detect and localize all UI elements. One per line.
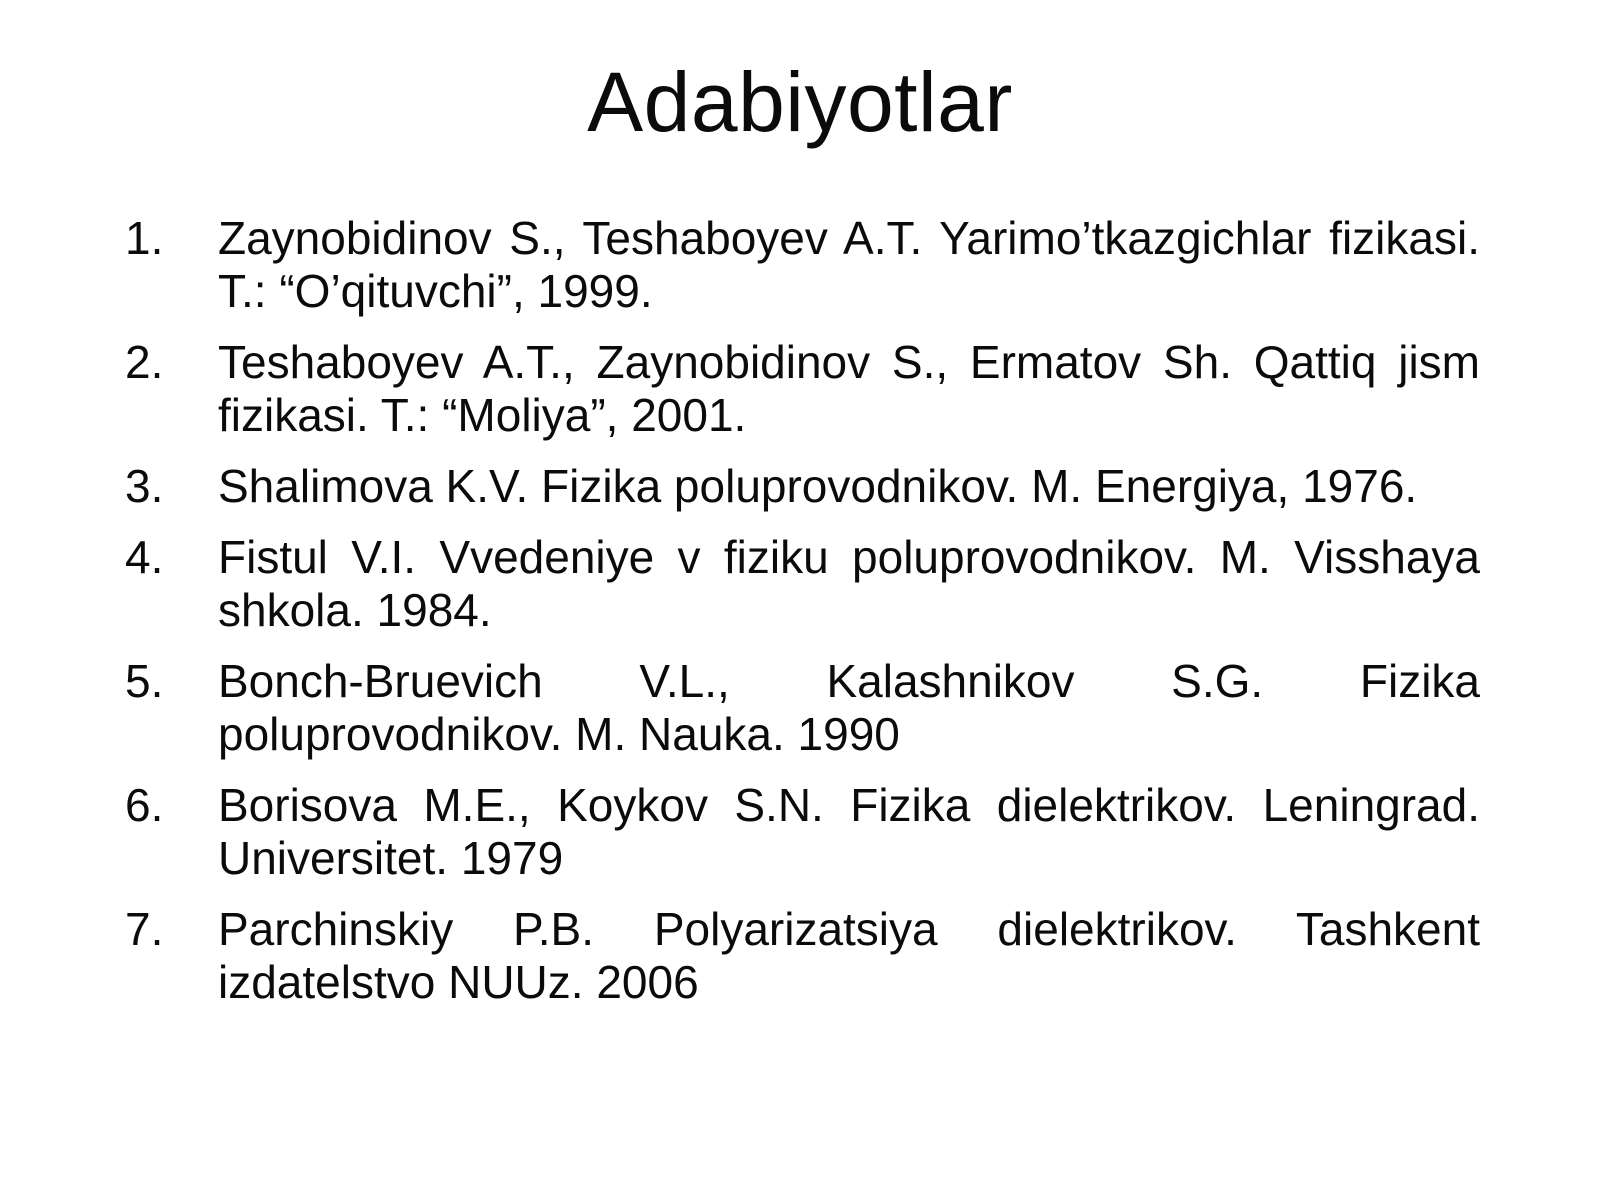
reference-number: 5. xyxy=(125,655,164,707)
reference-text: Borisova M.E., Koykov S.N. Fizika dielektrikov. Leningrad. Universitet. 1979 xyxy=(218,779,1480,884)
slide-title: Adabiyotlar xyxy=(587,55,1013,149)
reference-item xyxy=(125,336,1480,442)
reference-item xyxy=(125,779,1480,885)
reference-text: Parchinskiy P.B. Polyarizatsiya dielektrikov. Tashkent izdatelstvo NUUz. 2006 xyxy=(218,903,1480,1008)
reference-item xyxy=(125,212,1480,318)
reference-number: 1. xyxy=(125,212,164,264)
reference-number: 4. xyxy=(125,531,164,583)
reference-number: 7. xyxy=(125,903,164,955)
reference-text: Teshaboyev A.T., Zaynobidinov S., Ermatov Sh. Qattiq jism fizikasi. T.: “Moliya”, 2001. xyxy=(218,336,1480,441)
reference-number: 6. xyxy=(125,779,164,831)
reference-number: 3. xyxy=(125,460,164,512)
references-list xyxy=(125,212,1480,1027)
reference-text: Shalimova K.V. Fizika poluprovodnikov. M. Energiya, 1976. xyxy=(218,460,1418,512)
reference-text: Bonch-Bruevich V.L., Kalashnikov S.G. Fizika poluprovodnikov. M. Nauka. 1990 xyxy=(218,655,1480,760)
reference-text: Fistul V.I. Vvedeniye v fiziku poluprovodnikov. M. Visshaya shkola. 1984. xyxy=(218,531,1480,636)
reference-number: 2. xyxy=(125,336,164,388)
reference-item xyxy=(125,655,1480,761)
reference-item xyxy=(125,903,1480,1009)
reference-item xyxy=(125,531,1480,637)
reference-item xyxy=(125,460,1480,513)
reference-text: Zaynobidinov S., Teshaboyev A.T. Yarimo’tkazgichlar fizikasi. T.: “O’qituvchi”, 1999. xyxy=(218,212,1480,317)
